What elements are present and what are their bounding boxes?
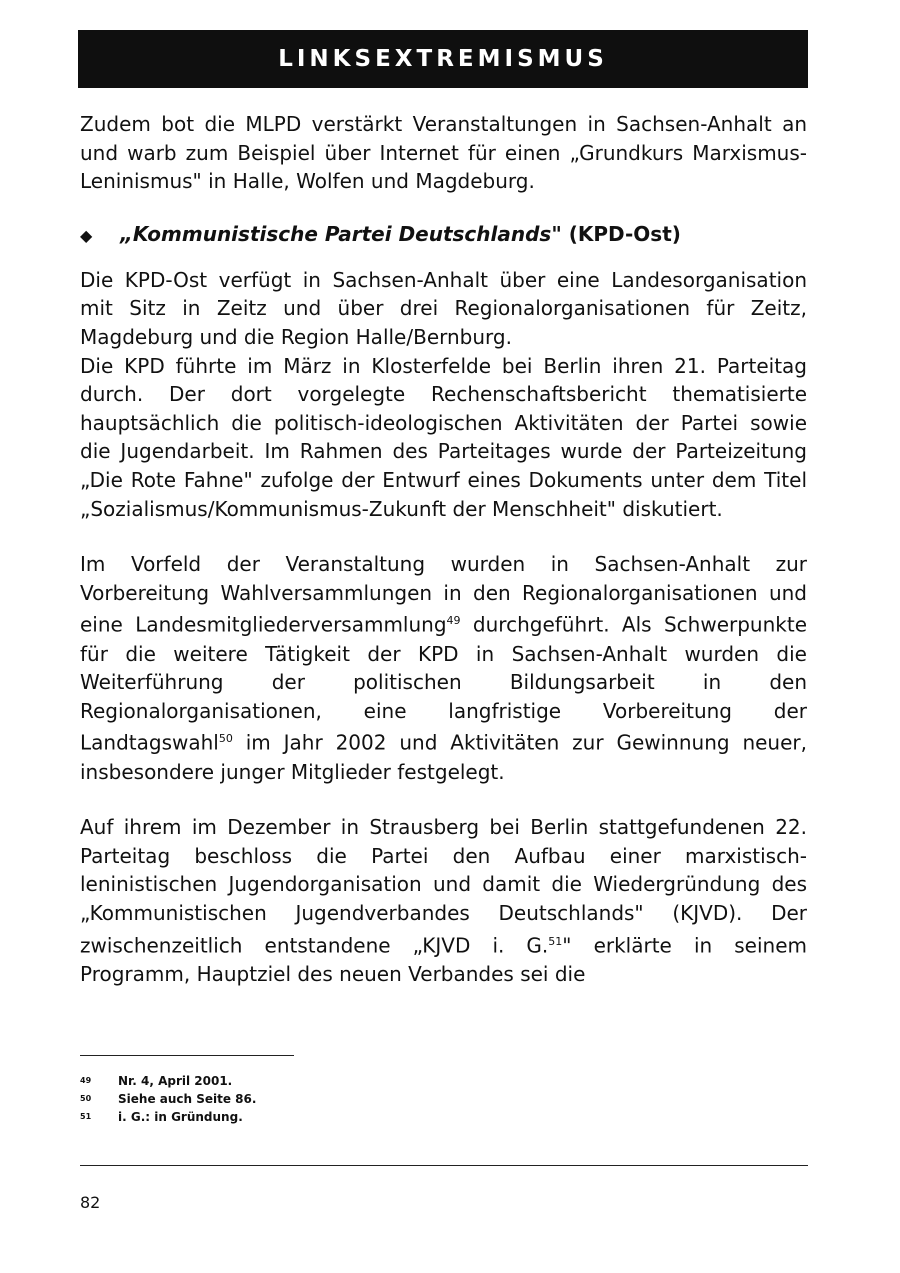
section-title: LINKSEXTREMISMUS (278, 46, 608, 72)
footnote-ref-50[interactable]: 50 (218, 732, 233, 746)
page-number: 82 (80, 1193, 101, 1212)
paragraph-parteitag-22: Auf ihrem im Dezember in Strausberg bei Berlin stattgefundenen 22. Parteitag beschloss die Partei den Aufbau einer marxistisch-leninistischen Jugendorganisation und damit die Wiedergründung des „Kommunistischen Jugendverbandes Deutschlands" (KJVD). Der zwischenzeitlich entstandene „KJVD i. G.$^{51}$" erklärte in seinem Programm, Hauptziel des neuen Verbandes sei die (80, 815, 807, 986)
subheading-suffix: (KPD-Ost) (561, 221, 681, 246)
footnote-ref-49[interactable]: 49 (446, 614, 461, 628)
diamond-bullet-icon: ◆ (80, 225, 93, 245)
section-header (78, 30, 808, 88)
footnote-ref-51[interactable]: 51 (548, 934, 563, 948)
paragraph-vorfeld: Im Vorfeld der Veranstaltung wurden in Sachsen-Anhalt zur Vorbereitung Wahlversammlungen in den Regionalorganisationen und eine Landesmitgliederversammlung$^{49}$ durchgeführt. Als Schwerpunkte für die weitere Tätigkeit der KPD in Sachsen-Anhalt wurden die Weiterführung der politischen Bildungsarbeit in den Regionalorganisationen, eine langfristige Vorbereitung der Landtagswahl$^{50}$ im Jahr 2002 und Aktivitäten zur Gewinnung neuer, insbesondere junger Mitglieder festgelegt. (80, 552, 807, 784)
subheading-kpd-ost (80, 222, 807, 246)
footnotes (80, 1072, 480, 1126)
footnote-item: 50 Siehe auch Seite 86. (80, 1092, 257, 1106)
footnote-item: 51 i. G.: in Gründung. (80, 1110, 243, 1124)
page-divider (80, 1165, 808, 1166)
paragraph-mlpd: Zudem bot die MLPD verstärkt Veranstaltungen in Sachsen-Anhalt an und warb zum Beispiel über Internet für einen „Grundkurs Marxismus-Leninismus" in Halle, Wolfen und Magdeburg. (80, 112, 807, 194)
paragraph-parteitag-21: Die KPD führte im März in Klosterfelde bei Berlin ihren 21. Parteitag durch. Der dort vorgelegte Rechenschaftsbericht thematisierte hauptsächlich die politisch-ideologischen Aktivitäten der Partei sowie die Jugendarbeit. Im Rahmen des Parteitages wurde der Parteizeitung „Die Rote Fahne" zufolge der Entwurf eines Dokuments unter dem Titel „Sozialismus/Kommunismus-Zukunft der Menschheit" diskutiert. (80, 353, 807, 521)
body-text (80, 110, 807, 988)
footnote-item: 49 Nr. 4, April 2001. (80, 1074, 233, 1088)
subheading-italic: „Kommunistische Partei Deutschlands" (120, 221, 562, 246)
footnote-divider (80, 1055, 294, 1056)
paragraph-landesorganisation: Die KPD-Ost verfügt in Sachsen-Anhalt über eine Landesorganisation mit Sitz in Zeitz und über drei Regionalorganisationen für Zeitz, Magdeburg und die Region Halle/Bernburg. (80, 267, 807, 349)
